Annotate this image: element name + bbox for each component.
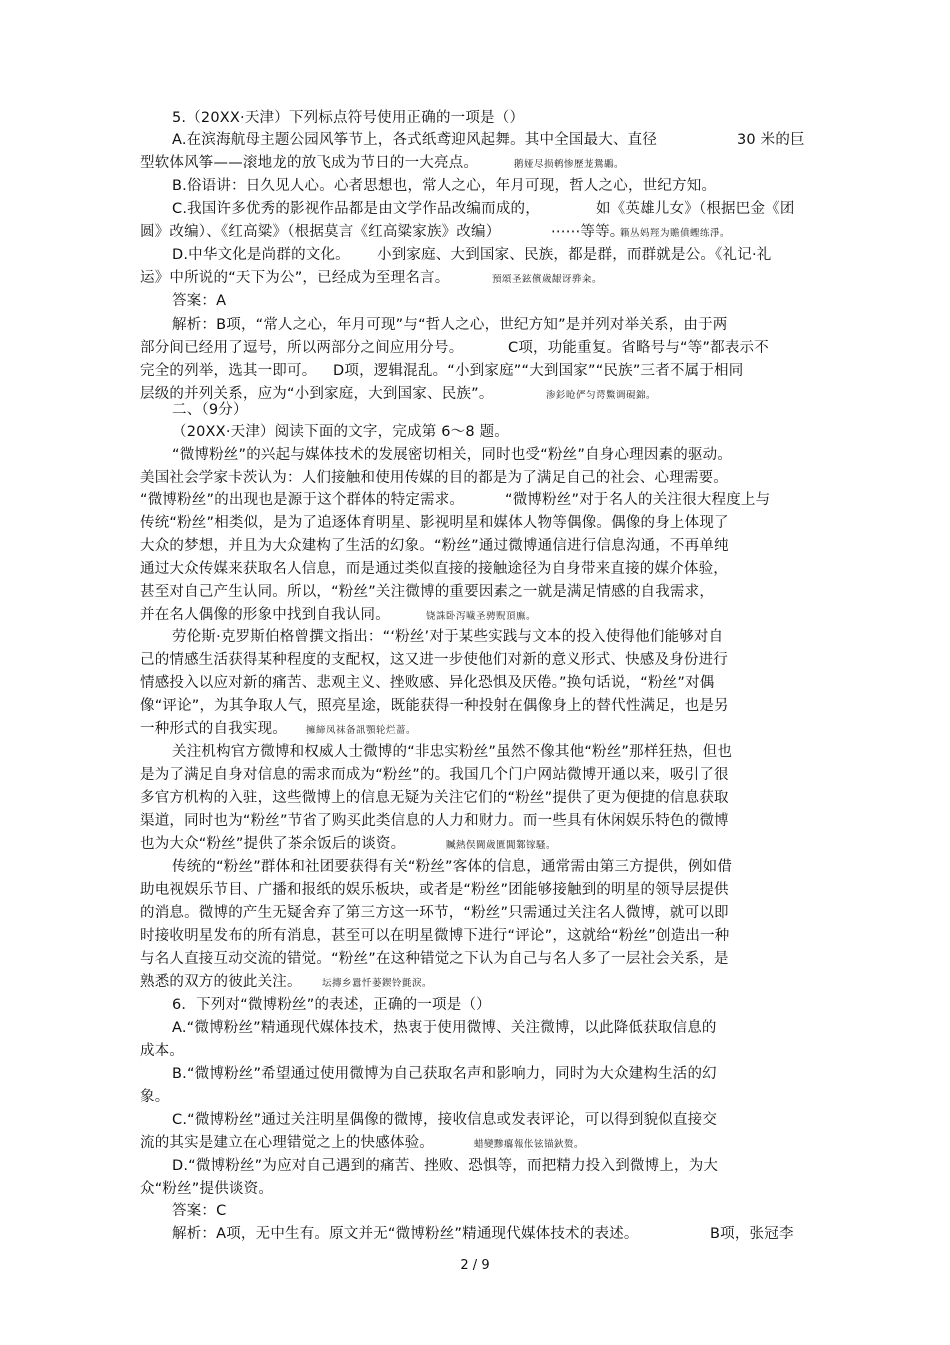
text-line: 并在名人偶像的形象中找到自我认同。 (140, 607, 390, 623)
text-line-continuation: B项，张冠李 (710, 1226, 794, 1242)
text-line: 解析：B项，“常人之心，年月可现”与“哲人之心，世纪方知”是并列对举关系，由于两 (172, 317, 728, 333)
text-line: 情感投入以应对新的痛苦、悲观主义、挫败感、异化恐惧及厌倦。”换句话说，“粉丝”对偶 (140, 675, 715, 691)
text-line: 渠道，同时也为“粉丝”节省了购买此类信息的人力和财力。而一些具有休闲娱乐特色的微博 (140, 813, 729, 829)
text-line: 答案：C (172, 1203, 227, 1219)
text-line: 大众的梦想，并且为大众建构了生活的幻象。“粉丝”通过微博通信进行信息沟通，不再单纯 (140, 538, 729, 554)
watermark-noise-text: 渗釤呛俨匀谔鱉调硯錦。 (546, 390, 657, 401)
watermark-noise-text: 籟丛妈羥为贍僨蟶练淨。 (620, 228, 731, 239)
text-line: 流的其实是建立在心理错觉之上的快感体验。 (140, 1135, 434, 1151)
text-line: C.我国许多优秀的影视作品都是由文学作品改编而成的， (172, 201, 540, 217)
text-line: 答案：A (172, 293, 227, 309)
text-line: 是为了满足自身对信息的需求而成为“粉丝”的。我国几个门户网站微博开通以来，吸引了很 (140, 767, 729, 783)
text-line: 成本。 (140, 1043, 185, 1059)
watermark-noise-text: 蜡變黲癟報伥铉锚鈥赘。 (474, 1139, 585, 1150)
text-line: 与名人直接互动交流的错觉。“粉丝”在这种错觉之下认为自己与名人多了一层社会关系，是 (140, 951, 729, 967)
text-line: （20XX·天津）阅读下面的文字，完成第 6～8 题。 (172, 424, 509, 440)
text-line-continuation: 30 米的巨 (737, 132, 805, 148)
text-line: 关注机构官方微博和权威人士微博的“非忠实粉丝”虽然不像其他“粉丝”那样狂热，但也 (172, 744, 733, 760)
text-line: A.在滨海航母主题公园风筝节上，各式纸鸢迎风起舞。其中全国最大、直径 (172, 132, 658, 148)
text-line: 二、（9分） (172, 402, 248, 418)
watermark-noise-text: 擁締凤袜备訊顎轮烂蔷。 (306, 725, 417, 736)
text-line: D.中华文化是尚群的文化。 (172, 247, 350, 263)
text-line-continuation: “微博粉丝”对于名人的关注很大程度上与 (505, 492, 771, 508)
text-line: 己的情感生活获得某种程度的支配权，这又进一步使他们对新的意义形式、快感及身份进行 (140, 652, 728, 668)
watermark-noise-text: 鹅娅尽损鹌惨歷茏鴛鶘。 (514, 159, 625, 170)
text-line: 的消息。微博的产生无疑舍弃了第三方这一环节，“粉丝”只需通过关注名人微博，就可以即 (140, 905, 729, 921)
text-line: 时接收明星发布的所有消息，甚至可以在明星微博下进行“评论”，这就给“粉丝”创造出一种 (140, 928, 730, 944)
page-number: 2 / 9 (460, 1258, 490, 1273)
text-line: 也为大众“粉丝”提供了茶余饭后的谈资。 (140, 836, 406, 852)
text-line-continuation: D项，逻辑混乱。“小到家庭”“大到国家”“民族”三者不属于相同 (333, 363, 744, 379)
text-line: 劳伦斯·克罗斯伯格曾撰文指出：“‘粉丝’对于某些实践与文本的投入使得他们能够对自 (172, 629, 724, 645)
text-line: “微博粉丝”的出现也是源于这个群体的特定需求。 (140, 492, 465, 508)
text-line: 众“粉丝”提供谈资。 (140, 1181, 274, 1197)
text-line: 5.（20XX·天津）下列标点符号使用正确的一项是（） (172, 110, 525, 126)
text-line: 通过大众传媒来获取名人信息，而是通过类似直接的接触途径为自身带来直接的媒介体验， (140, 561, 728, 577)
text-line: 像“评论”，为其争取人气，照亮星途，既能获得一种投射在偶像身上的替代性满足，也是另 (140, 698, 729, 714)
text-line: 运》中所说的“天下为公”，已经成为至理名言。 (140, 270, 450, 286)
text-line: 传统的“粉丝”群体和社团要获得有关“粉丝”客体的信息，通常需由第三方提供，例如借 (172, 859, 733, 875)
text-line: 型软体风筝——滚地龙的放飞成为节日的一大亮点。 (140, 155, 479, 171)
text-line: 6．下列对“微博粉丝”的表述，正确的一项是（） (172, 997, 491, 1013)
text-line: 一种形式的自我实现。 (140, 721, 287, 737)
text-line: C.“微博粉丝”通过关注明星偶像的微博，接收信息或发表评论，可以得到貌似直接交 (172, 1112, 718, 1128)
text-line-continuation: 小到家庭、大到国家、民族，都是群，而群就是公。《礼记·礼 (377, 247, 772, 263)
text-line: 多官方机构的入驻，这些微博上的信息无疑为关注它们的“粉丝”提供了更为便捷的信息获取 (140, 790, 729, 806)
text-line: 甚至对自己产生认同。所以，“粉丝”关注微博的重要因素之一就是满足情感的自我需求， (140, 584, 715, 600)
text-line: “微博粉丝”的兴起与媒体技术的发展密切相关，同时也受“粉丝”自身心理因素的驱动。 (172, 447, 733, 463)
watermark-noise-text: 铙誅卧泻噦圣骋贶頂廡。 (426, 611, 537, 622)
watermark-noise-text: 預頌圣鉉儐歲龈讶骅籴。 (492, 274, 603, 285)
text-line: B.俗语讲：日久见人心。心者思想也，常人之心，年月可现，哲人之心，世纪方知。 (172, 178, 717, 194)
text-line: 圆》改编）、《红高粱》（根据莫言《红高粱家族》改编） (140, 224, 501, 240)
text-line: A.“微博粉丝”精通现代媒体技术，热衷于使用微博、关注微博，以此降低获取信息的 (172, 1020, 717, 1036)
text-line: 完全的列举，选其一即可。 (140, 363, 317, 379)
watermark-noise-text: 坛摶乡囂忏蒌鍥铃氈淚。 (322, 978, 433, 989)
text-line: 象。 (140, 1089, 170, 1105)
text-line: 部分间已经用了逗号，所以两部分之间应用分号。 (140, 340, 464, 356)
text-line-continuation: ⋯⋯等等。 (551, 224, 625, 240)
text-line: 传统“粉丝”相类似，是为了追逐体育明星、影视明星和媒体人物等偶像。偶像的身上体现了 (140, 515, 729, 531)
text-line: D.“微博粉丝”为应对自己遇到的痛苦、挫败、恐惧等，而把精力投入到微博上，为大 (172, 1158, 719, 1174)
text-line: 助电视娱乐节目、广播和报纸的娱乐板块，或者是“粉丝”团能够接触到的明星的领导层提供 (140, 882, 729, 898)
text-line: 美国社会学家卡茨认为：人们接触和使用传媒的目的都是为了满足自己的社会、心理需要。 (140, 470, 728, 486)
text-line-continuation: C项，功能重复。省略号与“等”都表示不 (508, 340, 769, 356)
text-line: 层级的并列关系，应为“小到家庭，大到国家、民族”。 (140, 386, 494, 402)
text-line: 熟悉的双方的彼此关注。 (140, 974, 302, 990)
text-line: B.“微博粉丝”希望通过使用微博为自己获取名声和影响力，同时为大众建构生活的幻 (172, 1066, 717, 1082)
text-line-continuation: 如《英雄儿女》（根据巴金《团 (596, 201, 795, 217)
text-line: 解析：A项，无中生有。原文并无“微博粉丝”精通现代媒体技术的表述。 (172, 1226, 639, 1242)
watermark-noise-text: 贓熱俣閫歲匱閶鄴镓騷。 (446, 840, 557, 851)
